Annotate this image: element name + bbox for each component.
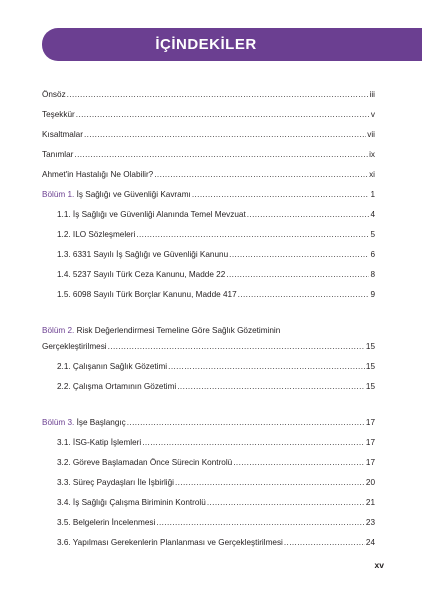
dot-leader: [226, 269, 369, 280]
dot-leader: [154, 169, 368, 180]
dot-leader: [207, 497, 365, 508]
toc-entry-3-4[interactable]: [42, 497, 375, 508]
toc-page-number: ix: [369, 150, 375, 159]
toc-page-number: 5: [370, 230, 375, 239]
toc-entry-tesekkur[interactable]: [42, 109, 375, 120]
page-number: xv: [374, 560, 384, 570]
toc-label: 3.2. Göreve Başlamadan Önce Sürecin Kontrolü: [57, 458, 233, 467]
chapter-number: Bölüm 3.: [42, 418, 75, 427]
toc-page-number: 17: [365, 438, 375, 447]
toc-page-number: 6: [370, 250, 375, 259]
toc-page-number: 20: [365, 478, 375, 487]
toc-label: 3.4. İş Sağlığı Çalışma Biriminin Kontrolü: [57, 498, 206, 507]
dot-leader: [74, 149, 368, 160]
toc-label: 1.5. 6098 Sayılı Türk Borçlar Kanunu, Madde 417: [57, 290, 237, 299]
toc-entry-2-2[interactable]: [42, 381, 375, 392]
toc-label: 1.4. 5237 Sayılı Türk Ceza Kanunu, Madde 22: [57, 270, 226, 279]
toc-label: Kısaltmalar: [42, 130, 83, 139]
toc-entry-bolum-3[interactable]: [42, 417, 375, 428]
header-bar: [42, 28, 422, 61]
toc-label: 1.3. 6331 Sayılı İş Sağlığı ve Güvenliği Kanunu: [57, 250, 229, 259]
toc-entry-bolum-1[interactable]: [42, 189, 375, 200]
toc-page-number: iii: [369, 90, 375, 99]
toc-entry-bolum-2[interactable]: [42, 325, 375, 352]
toc-label: İşe Başlangıç: [74, 418, 126, 427]
toc-page-number: 8: [370, 270, 375, 279]
toc-page-number: 15: [365, 362, 375, 371]
toc-label: 2.2. Çalışma Ortamının Gözetimi: [57, 382, 177, 391]
dot-leader: [142, 437, 365, 448]
toc-label: Ahmet'in Hastalığı Ne Olabilir?: [42, 170, 154, 179]
dot-leader: [76, 109, 370, 120]
toc-entry-3-3[interactable]: [42, 477, 375, 488]
toc-entry-3-1[interactable]: [42, 437, 375, 448]
table-of-contents: [42, 89, 375, 548]
toc-entry-1-4[interactable]: [42, 269, 375, 280]
toc-entry-3-5[interactable]: [42, 517, 375, 528]
toc-entry-1-3[interactable]: [42, 249, 375, 260]
toc-label: 3.1. İSG-Katip İşlemleri: [57, 438, 142, 447]
toc-entry-3-2[interactable]: [42, 457, 375, 468]
toc-page-number: 9: [370, 290, 375, 299]
toc-entry-onsoz[interactable]: [42, 89, 375, 100]
dot-leader: [168, 361, 365, 372]
toc-label: 3.3. Süreç Paydaşları İle İşbirliği: [57, 478, 174, 487]
toc-page-number: 17: [365, 418, 375, 427]
dot-leader: [284, 537, 365, 548]
toc-entry-1-1[interactable]: [42, 209, 375, 220]
toc-page-number: 4: [370, 210, 375, 219]
toc-page-number: 1: [370, 190, 375, 199]
toc-label: 2.1. Çalışanın Sağlık Gözetimi: [57, 362, 168, 371]
toc-entry-3-6[interactable]: [42, 537, 375, 548]
toc-page-number: 15: [365, 342, 375, 351]
dot-leader: [233, 457, 365, 468]
dot-leader: [175, 477, 365, 488]
toc-label: Tanımlar: [42, 150, 74, 159]
toc-label: İş Sağlığı ve Güvenliği Kavramı: [74, 190, 191, 199]
dot-leader: [229, 249, 369, 260]
toc-label-line1: Risk Değerlendirmesi Temeline Göre Sağlık Gözetiminin: [74, 326, 281, 335]
toc-entry-kisaltmalar[interactable]: [42, 129, 375, 140]
toc-page-number: 21: [365, 498, 375, 507]
toc-page-number: vii: [367, 130, 375, 139]
toc-page-number: v: [370, 110, 375, 119]
dot-leader: [177, 381, 365, 392]
toc-entry-1-5[interactable]: [42, 289, 375, 300]
toc-label-line2: Gerçekleştirilmesi: [42, 342, 107, 351]
chapter-number: Bölüm 2.: [42, 326, 75, 335]
dot-leader: [127, 417, 365, 428]
toc-entry-1-2[interactable]: [42, 229, 375, 240]
toc-label: 3.5. Belgelerin İncelenmesi: [57, 518, 156, 527]
dot-leader: [108, 341, 365, 352]
toc-label: 1.1. İş Sağlığı ve Güvenliği Alanında Temel Mevzuat: [57, 210, 246, 219]
toc-entry-2-1[interactable]: [42, 361, 375, 372]
toc-entry-ahmet[interactable]: [42, 169, 375, 180]
dot-leader: [238, 289, 370, 300]
page-title: İÇİNDEKİLER: [155, 36, 257, 53]
toc-page-number: 23: [365, 518, 375, 527]
toc-page-number: 17: [365, 458, 375, 467]
dot-leader: [247, 209, 370, 220]
toc-page-number: 24: [365, 538, 375, 547]
dot-leader: [67, 89, 369, 100]
toc-label: Teşekkür: [42, 110, 75, 119]
toc-page-number: xi: [369, 170, 375, 179]
dot-leader: [136, 229, 369, 240]
dot-leader: [156, 517, 365, 528]
toc-entry-tanimlar[interactable]: [42, 149, 375, 160]
toc-page-number: 15: [365, 382, 375, 391]
dot-leader: [84, 129, 366, 140]
toc-label: 1.2. ILO Sözleşmeleri: [57, 230, 136, 239]
toc-label: 3.6. Yapılması Gerekenlerin Planlanması ve Gerçekleştirilmesi: [57, 538, 283, 547]
toc-label: Önsöz: [42, 90, 66, 99]
chapter-number: Bölüm 1.: [42, 190, 75, 199]
dot-leader: [192, 189, 370, 200]
